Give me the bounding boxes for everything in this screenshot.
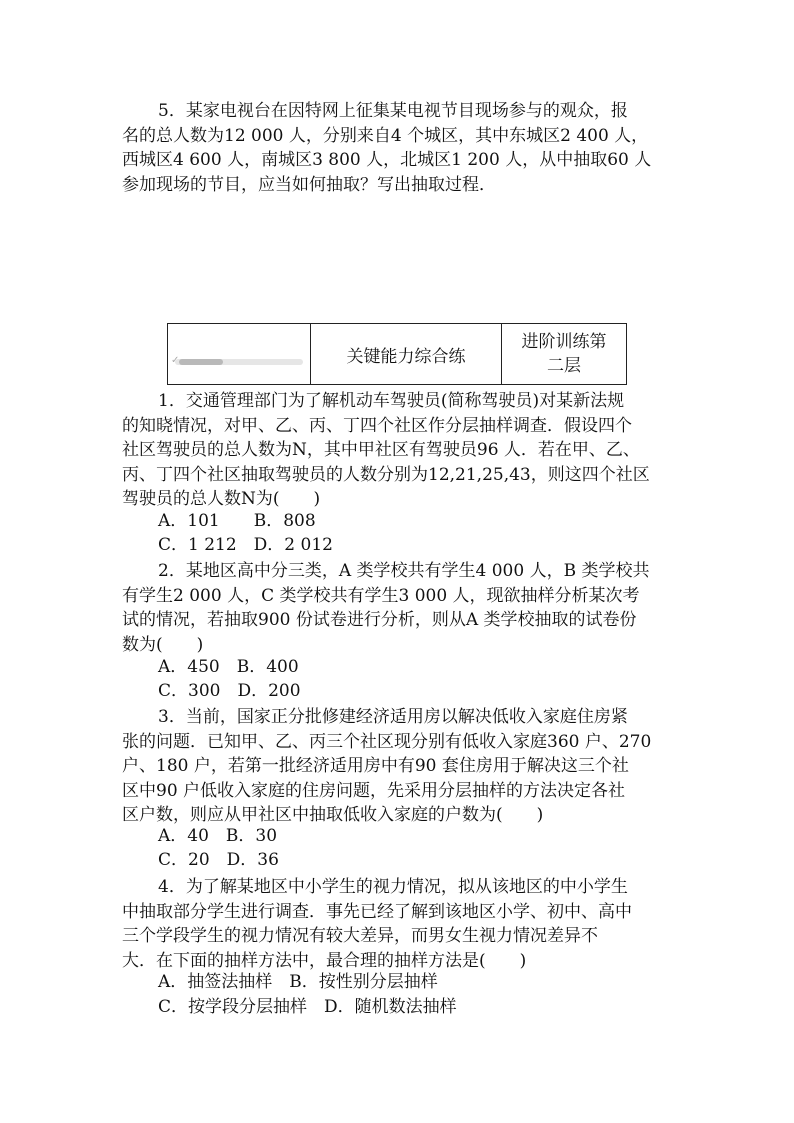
question-3-options-ab: A．40 B．30 [158, 826, 278, 846]
question-3 [122, 705, 678, 828]
question-2-line-2: 有学生2 000 人，C 类学校共有学生3 000 人，现欲抽样分析某次考 [122, 585, 640, 606]
question-3-number: 3． [158, 707, 186, 727]
question-4-line-4: 大．在下面的抽样方法中，最合理的抽样方法是( ) [122, 950, 527, 971]
question-1-options-cd: C．1 212 D．2 012 [158, 535, 333, 555]
question-5-line-1: 5．某家电视台在因特网上征集某电视节目现场参与的观众，报 [158, 101, 628, 121]
question-1-line-3: 社区驾驶员的总人数为N，其中甲社区有驾驶员96 人．若在甲、乙、 [122, 440, 640, 461]
question-2-line-3: 试的情况，若抽取900 份试卷进行分析，则从A 类学校抽取的试卷份 [122, 610, 637, 631]
question-1 [122, 389, 678, 512]
question-2 [122, 559, 678, 657]
question-3-line-5: 区户数，则应从甲社区中抽取低收入家庭的户数为( ) [122, 805, 544, 826]
question-5-line-3: 西城区4 600 人，南城区3 800 人，北城区1 200 人，从中抽取60 人 [122, 150, 652, 171]
section-header-table [167, 323, 627, 385]
question-4-line-1: 4．为了解某地区中小学生的视力情况，拟从该地区的中小学生 [158, 877, 628, 897]
question-2-number: 2． [158, 561, 186, 581]
question-4-line-3: 三个学段学生的视力情况有较大差异，而男女生视力情况差异不 [122, 926, 598, 947]
question-3-line-1: 3．当前，国家正分批修建经济适用房以解决低收入家庭住房紧 [158, 707, 628, 727]
question-4-options-cd: C．按学段分层抽样 D．随机数法抽样 [158, 997, 457, 1017]
question-1-number: 1． [158, 391, 186, 411]
section-title: 关键能力综合练 [311, 324, 502, 385]
question-5-line-2: 名的总人数为12 000 人，分别来自4 个城区，其中东城区2 400 人， [122, 125, 649, 146]
question-5 [122, 99, 678, 197]
question-2-line-1: 2．某地区高中分三类，A 类学校共有学生4 000 人，B 类学校共 [158, 561, 650, 581]
question-4-line-2: 中抽取部分学生进行调查．事先已经了解到该地区小学、初中、高中 [122, 901, 632, 922]
question-3-line-3: 户、180 户，若第一批经济适用房中有90 套住房用于解决这三个社 [122, 756, 629, 777]
question-2-options-cd: C．300 D．200 [158, 681, 301, 701]
section-logo-cell [168, 324, 311, 385]
question-4-number: 4． [158, 877, 186, 897]
question-3-line-2: 张的问题．已知甲、乙、丙三个社区现分别有低收入家庭360 户、270 [122, 731, 652, 752]
question-4-options-ab: A．抽签法抽样 B．按性别分层抽样 [158, 972, 438, 992]
question-1-line-2: 的知晓情况，对甲、乙、丙、丁四个社区作分层抽样调查．假设四个 [122, 415, 632, 436]
question-5-number: 5． [158, 101, 186, 121]
question-1-options-ab: A．101 B．808 [158, 511, 316, 531]
section-level: 进阶训练第 二层 [502, 324, 627, 385]
question-3-options-cd: C．20 D．36 [158, 850, 279, 870]
question-2-options-ab: A．450 B．400 [158, 657, 299, 677]
question-4 [122, 875, 678, 973]
question-3-line-4: 区中90 户低收入家庭的住房问题，先采用分层抽样的方法决定各社 [122, 780, 626, 801]
question-1-line-1: 1．交通管理部门为了解机动车驾驶员(简称驾驶员)对某新法规 [158, 391, 625, 411]
question-5-line-4: 参加现场的节目，应当如何抽取？写出抽取过程． [122, 174, 496, 195]
question-2-line-4: 数为( ) [122, 634, 204, 655]
progress-logo-icon: ✓ [175, 359, 303, 365]
question-1-line-5: 驾驶员的总人数N为( ) [122, 489, 321, 510]
question-1-line-4: 丙、丁四个社区抽取驾驶员的人数分别为12,21,25,43，则这四个社区 [122, 464, 650, 485]
